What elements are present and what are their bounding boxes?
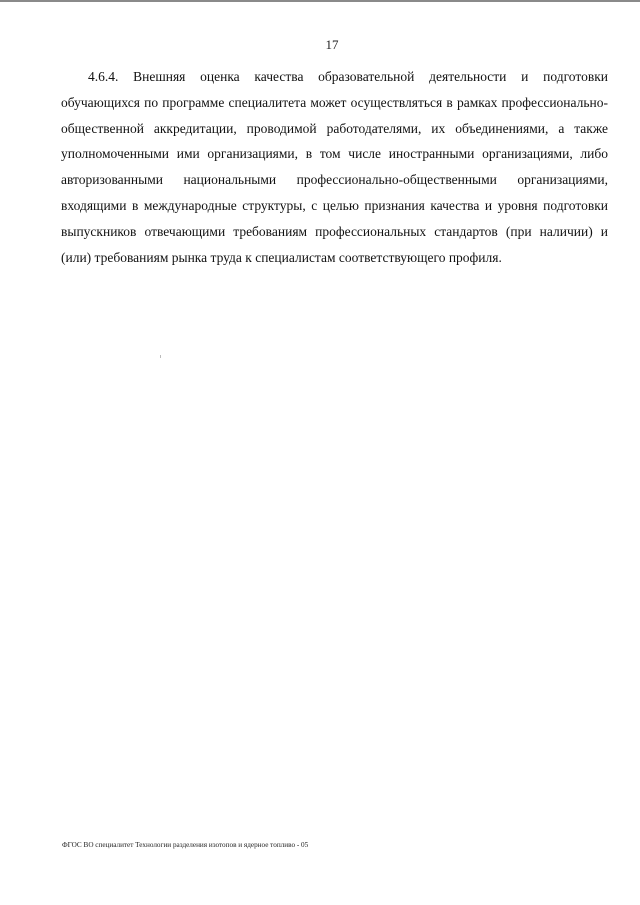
page-number: 17	[325, 37, 339, 52]
scan-top-edge	[0, 0, 640, 2]
section-paragraph-4-6-4: 4.6.4. Внешняя оценка качества образовательной деятельности и подготовки обучающихся по программе специалитета может осуществляться в рамках профессионально-общественной аккредитации, проводимой работодателями, их объединениями, а также уполномоченными ими организациями, в том числе иностранными организациями, либо авторизованными национальными профессионально-общественными организациями, входящими в международные структуры, с целью признания качества и уровня подготовки выпускников отвечающими требованиям профессиональных стандартов (при наличии) и (или) требованиям рынка труда к специалистам соответствующего профиля.	[61, 69, 608, 265]
document-footer: ФГОС ВО специалитет Технологии разделения изотопов и ядерное топливо - 05	[62, 841, 309, 849]
scan-speck	[160, 355, 161, 358]
